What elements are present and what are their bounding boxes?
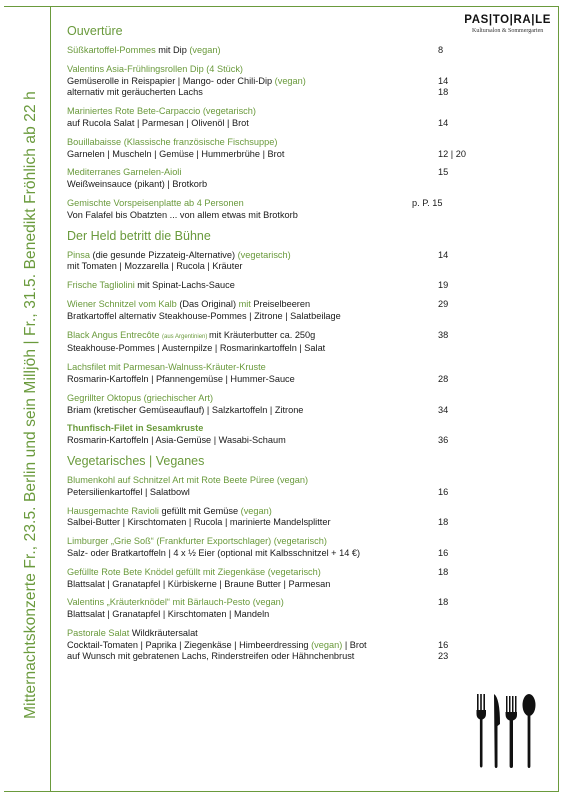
menu-item-line [67, 487, 487, 499]
dish-text: Petersilienkartoffel | Salatbowl [67, 486, 190, 497]
dish-highlight-text: (vegan) [240, 505, 272, 516]
menu-item-line [67, 87, 487, 99]
side-banner [4, 6, 51, 792]
dish-highlight-text: (vegetarisch) [237, 249, 291, 260]
dish-highlight-text: Mariniertes Rote Bete-Carpaccio (vegetarisch) [67, 106, 256, 117]
menu-item-line [67, 149, 487, 161]
cutlery-icon [475, 692, 543, 768]
menu-item [67, 393, 487, 417]
dish-highlight-text: (vegan) [311, 639, 343, 650]
dish-text: gefüllt mit Gemüse [161, 505, 241, 516]
dish-price: 23 [438, 651, 449, 662]
dish-highlight-text: Bouillabaisse (Klassische französische Fischsuppe) [67, 136, 278, 147]
dish-highlight-text: Black Angus Entrecôte [67, 329, 162, 340]
menu-item-line [67, 374, 487, 386]
menu-item [67, 362, 487, 386]
menu-item-line [67, 609, 487, 621]
menu-section [67, 229, 487, 447]
dish-highlight-text: Wiener Schnitzel vom Kalb [67, 298, 180, 309]
dish-text: Cocktail-Tomaten | Paprika | Ziegenkäse | Himbeerdressing [67, 639, 312, 650]
menu-item [67, 597, 487, 621]
dish-text: Rosmarin-Kartoffeln | Asia-Gemüse | Wasabi-Schaum [67, 435, 286, 446]
dish-price: 18 [438, 566, 449, 577]
menu-item-line [67, 198, 487, 210]
menu-item-line [67, 506, 487, 518]
dish-price-per-person: p. P. 15 [412, 197, 443, 208]
dish-text: Steakhouse-Pommes | Austernpilze | Rosmarinkartoffeln | Salat [67, 343, 326, 354]
menu-item-line [67, 343, 487, 355]
dish-highlight-text: Süßkartoffel-Pommes [67, 45, 159, 55]
dish-text: Salbei-Butter | Kirschtomaten | Rucola | marinierte Mandelsplitter [67, 517, 331, 528]
dish-price: 14 [438, 249, 449, 260]
menu-item-line [67, 330, 487, 344]
dish-text: mit Kräuterbutter ca. 250g [209, 329, 316, 340]
menu-item [67, 299, 487, 323]
dish-highlight-text: Gegrillter Oktopus (griechischer Art) [67, 392, 214, 403]
dish-text: | Brot [342, 639, 367, 650]
menu-item-line [67, 651, 487, 663]
dish-price: 12 | 20 [438, 148, 466, 159]
dish-text: alternativ mit geräucherten Lachs [67, 87, 203, 98]
menu-item [67, 567, 487, 591]
menu-item [67, 280, 487, 292]
dish-highlight-text: Valentins „Kräuterknödel“ mit Bärlauch-Pesto (vegan) [67, 597, 284, 608]
dish-highlight-text: Pinsa [67, 249, 93, 260]
dish-price: 8 [438, 45, 444, 55]
menu-item [67, 506, 487, 530]
menu-item-line [67, 536, 487, 548]
dish-highlight-text: Lachsfilet mit Parmesan-Walnuss-Kräuter-Kruste [67, 362, 266, 373]
menu-item-line [67, 517, 487, 529]
menu-item [67, 536, 487, 560]
menu-item-line [67, 393, 487, 405]
dish-price: 36 [438, 435, 449, 446]
menu-item [67, 137, 487, 161]
dish-text: mit Tomaten | Mozzarella | Rucola | Kräuter [67, 261, 243, 272]
menu-item [67, 475, 487, 499]
menu-item [67, 167, 487, 191]
menu-content [67, 24, 487, 670]
dish-text: (die gesunde Pizzateig-Alternative) [92, 249, 238, 260]
menu-item [67, 628, 487, 663]
menu-item-line [67, 567, 487, 579]
dish-highlight-text: Pastorale Salat [67, 627, 132, 638]
menu-item-line [67, 423, 487, 435]
menu-section [67, 454, 487, 663]
dish-highlight-text: Frische Tagliolini [67, 280, 138, 291]
dish-highlight-text: Mediterranes Garnelen-Aioli [67, 167, 182, 178]
menu-item-line [67, 45, 487, 57]
dish-text: auf Wunsch mit gebratenen Lachs, Rinderstreifen oder Hähnchenbrust [67, 651, 355, 662]
dish-price: 14 [438, 117, 449, 128]
dish-price: 34 [438, 404, 449, 415]
menu-item [67, 198, 487, 222]
dish-text: Weißweinsauce (pikant) | Brotkorb [67, 179, 208, 190]
dish-text: Bratkartoffel alternativ Steakhouse-Pommes | Zitrone | Salatbeilage [67, 310, 341, 321]
dish-highlight-text: Hausgemachte Ravioli [67, 505, 162, 516]
menu-item-line [67, 210, 487, 222]
menu-item [67, 45, 487, 57]
menu-item-line [67, 179, 487, 191]
menu-item-line [67, 280, 487, 292]
menu-item-line [67, 64, 487, 76]
dish-highlight-text: Gemischte Vorspeisenplatte ab 4 Personen [67, 197, 244, 208]
dish-price: 16 [438, 547, 449, 558]
menu-item-line [67, 628, 487, 640]
menu-item-line [67, 405, 487, 417]
dish-highlight-text: Blumenkohl auf Schnitzel Art mit Rote Beete Püree (vegan) [67, 474, 309, 485]
section-title: Ouvertüre [67, 24, 123, 38]
menu-item [67, 64, 487, 99]
dish-text: Gemüserolle in Reispapier | Mango- oder Chili-Dip [67, 75, 275, 86]
menu-item-line [67, 435, 487, 447]
dish-text: Wildkräutersalat [131, 627, 198, 638]
section-title: Vegetarisches | Veganes [67, 453, 205, 468]
menu-item-line [67, 76, 487, 88]
menu-item [67, 330, 487, 356]
dish-text: Rosmarin-Kartoffeln | Pfannengemüse | Hummer-Sauce [67, 373, 295, 384]
dish-text: Garnelen | Muscheln | Gemüse | Hummerbrühe | Brot [67, 148, 285, 159]
dish-price: 14 [438, 75, 449, 86]
dish-price: 28 [438, 373, 449, 384]
menu-item-line [67, 250, 487, 262]
dish-highlight-text: Thunfisch-Filet in Sesamkruste [67, 423, 204, 434]
dish-highlight-text: mit [238, 298, 254, 309]
dish-highlight-text: Valentins Asia-Frühlingsrollen Dip (4 Stück) [67, 63, 243, 74]
dish-highlight-text: (vegan) [189, 45, 221, 55]
menu-section [67, 24, 487, 222]
dish-price: 29 [438, 298, 449, 309]
dish-highlight-text: Limburger „Grie Soß“ (Frankfurter Exportschlager) (vegetarisch) [67, 536, 327, 547]
menu-item-line [67, 579, 487, 591]
menu-item-line [67, 137, 487, 149]
dish-text: Von Falafel bis Obatzten ... von allem etwas mit Brotkorb [67, 209, 298, 220]
dish-highlight-text: (aus Argentinien) [162, 333, 210, 340]
menu-item [67, 106, 487, 130]
menu-item-line [67, 362, 487, 374]
dish-text: Salz- oder Bratkartoffeln | 4 x ½ Eier (optional mit Kalbsschnitzel + 14 €) [67, 547, 361, 558]
menu-item-line [67, 167, 487, 179]
menu-item-line [67, 475, 487, 487]
menu-item-line [67, 261, 487, 273]
menu-item [67, 423, 487, 447]
dish-text: Preiselbeeren [253, 298, 311, 309]
dish-highlight-text: Gefüllte Rote Bete Knödel gefüllt mit Ziegenkäse (vegetarisch) [67, 566, 321, 577]
section-title: Der Held betritt die Bühne [67, 228, 211, 243]
menu-item-line [67, 640, 487, 652]
logo-word: PAS|TO|RA|LE [464, 14, 551, 26]
dish-price: 38 [438, 329, 449, 340]
dish-text: Briam (kretischer Gemüseauflauf) | Salzkartoffeln | Zitrone [67, 404, 304, 415]
dish-highlight-text: (vegan) [274, 75, 306, 86]
dish-price: 19 [438, 280, 449, 291]
dish-price: 18 [438, 597, 449, 608]
dish-text: Blattsalat | Granatapfel | Kürbiskerne | Braune Butter | Parmesan [67, 578, 331, 589]
dish-text: Blattsalat | Granatapfel | Kirschtomaten | Mandeln [67, 609, 270, 620]
dish-price: 18 [438, 517, 449, 528]
logo-tagline: Kultursalon & Sommergarten [472, 28, 544, 34]
dish-text: auf Rucola Salat | Parmesan | Olivenöl | Brot [67, 117, 249, 128]
menu-item-line [67, 118, 487, 130]
dish-text: mit Dip [158, 45, 190, 55]
side-banner-text: Mitternachtskonzerte Fr., 23.5. Berlin und sein Milljöh | Fr., 31.5. Benedikt Fröhlich ab 22 h [22, 91, 39, 719]
dish-price: 15 [438, 167, 449, 178]
menu-item-line [67, 597, 487, 609]
dish-text: mit Spinat-Lachs-Sauce [137, 280, 235, 291]
menu-item-line [67, 299, 487, 311]
menu-item [67, 250, 487, 274]
menu-item-line [67, 106, 487, 118]
dish-price: 16 [438, 486, 449, 497]
dish-price: 16 [438, 639, 449, 650]
menu-item-line [67, 311, 487, 323]
dish-text: (Das Original) [179, 298, 239, 309]
menu-item-line [67, 548, 487, 560]
dish-price: 18 [438, 87, 449, 98]
